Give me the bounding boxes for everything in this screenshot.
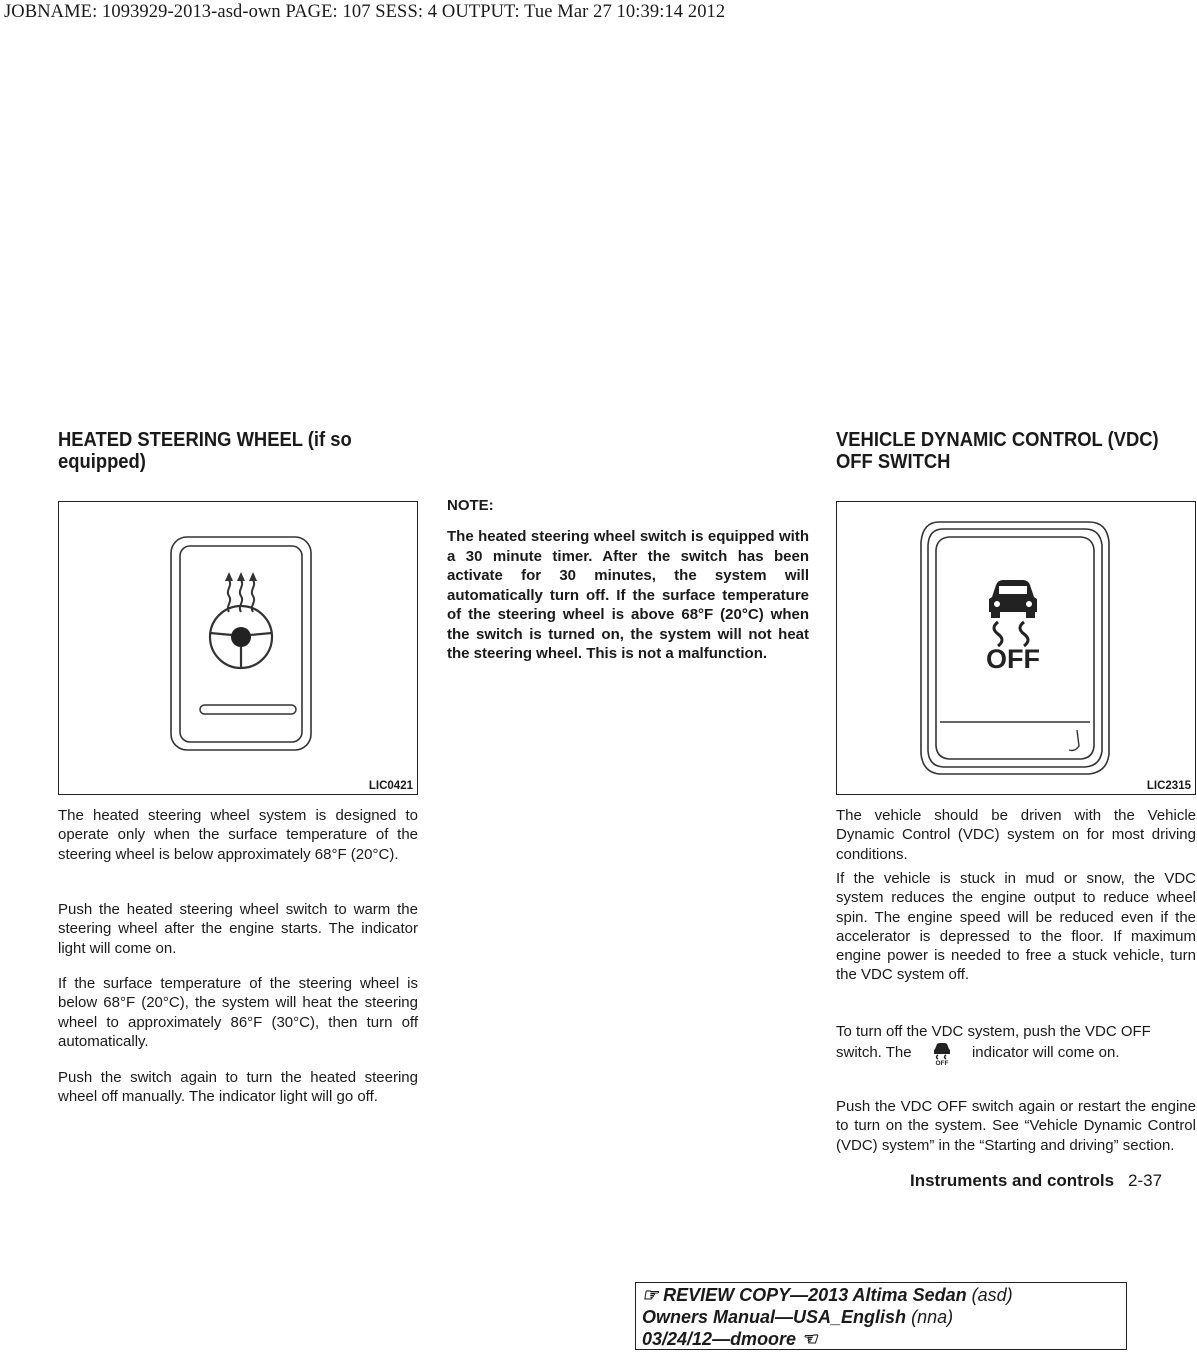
heated-paragraph-1: The heated steering wheel system is designed to operate only when the surface temperature of the steering wheel is below approximately 68°F (20°C). xyxy=(58,807,418,863)
vdc-paragraph-4: Push the VDC OFF switch again or restart the engine to turn on the system. See “Vehicle Dynamic Control (VDC) system” in the “Starting and driving” section. xyxy=(836,1098,1196,1154)
vdc-off-switch-heading: VEHICLE DYNAMIC CONTROL (VDC) OFF SWITCH xyxy=(836,429,1159,473)
vdc-paragraph-3-start: To turn off the VDC system, push the VDC OFF switch. The xyxy=(836,1023,1151,1062)
vdc-switch-off-label: OFF xyxy=(986,644,1040,674)
heated-paragraph-2: Push the heated steering wheel switch to warm the steering wheel after the engine starts. The indicator light will come on. xyxy=(58,901,418,957)
figure-code: LIC2315 xyxy=(1146,780,1191,792)
review-model-code: (asd) xyxy=(971,1285,1013,1305)
vdc-paragraph-3-end: indicator will come on. xyxy=(971,1044,1120,1062)
note-body: The heated steering wheel switch is equipped with a 30 minute timer. After the switch has been activate for 30 minutes, the system will automatically turn off. If the surface temperature of the steering wheel is above 68°F (20°C) when the switch is turned on, the system will not heat the steering wheel. This is not a malfunction. xyxy=(447,528,809,662)
review-line-1 xyxy=(642,1284,1120,1306)
heated-steering-wheel-figure xyxy=(58,501,418,795)
note-title: NOTE: xyxy=(447,497,494,514)
review-line-3 xyxy=(642,1328,1120,1350)
vdc-paragraph-1: The vehicle should be driven with the Vehicle Dynamic Control (VDC) system on for most driving conditions. xyxy=(836,807,1196,863)
vdc-off-switch-icon xyxy=(837,502,1195,794)
heated-paragraph-3: If the surface temperature of the steering wheel is below 68°F (20°C), the system will heat the steering wheel to approximately 86°F (30°C), then turn off automatically. xyxy=(58,975,418,1050)
figure-code: LIC0421 xyxy=(368,780,413,792)
page-footer xyxy=(910,1171,1162,1191)
footer-page-number: 2-37 xyxy=(1128,1171,1163,1190)
left-pointing-hand-icon: ☜ xyxy=(801,1329,818,1349)
footer-section-title: Instruments and controls xyxy=(910,1171,1115,1190)
pointing-hand-icon: ☞ xyxy=(642,1285,659,1305)
review-title: REVIEW COPY—2013 Altima Sedan xyxy=(663,1285,967,1305)
review-manual: Owners Manual—USA_English xyxy=(642,1307,907,1327)
review-copy-box xyxy=(635,1282,1127,1350)
heated-steering-wheel-heading: HEATED STEERING WHEEL (if so equipped) xyxy=(58,429,352,473)
vdc-off-switch-figure xyxy=(836,501,1196,795)
review-language-code: (nna) xyxy=(911,1307,954,1327)
jobname-header: JOBNAME: 1093929-2013-asd-own PAGE: 107 SESS: 4 OUTPUT: Tue Mar 27 10:39:14 2012 xyxy=(4,2,726,22)
vdc-indicator-off-label: OFF xyxy=(935,1060,949,1066)
heated-paragraph-4: Push the switch again to turn the heated steering wheel off manually. The indicator light will go off. xyxy=(58,1069,418,1106)
vdc-paragraph-3 xyxy=(836,1022,1196,1065)
vdc-off-indicator-icon xyxy=(922,1041,962,1065)
heated-steering-wheel-switch-icon xyxy=(59,502,417,794)
review-line-2 xyxy=(642,1306,1120,1328)
review-date-author: 03/24/12—dmoore xyxy=(642,1329,797,1349)
vdc-paragraph-2: If the vehicle is stuck in mud or snow, the VDC system reduces the engine output to reduce wheel spin. The engine speed will be reduced even if the accelerator is depressed to the floor. If maximum engine power is needed to free a stuck vehicle, turn the VDC system off. xyxy=(836,870,1196,984)
